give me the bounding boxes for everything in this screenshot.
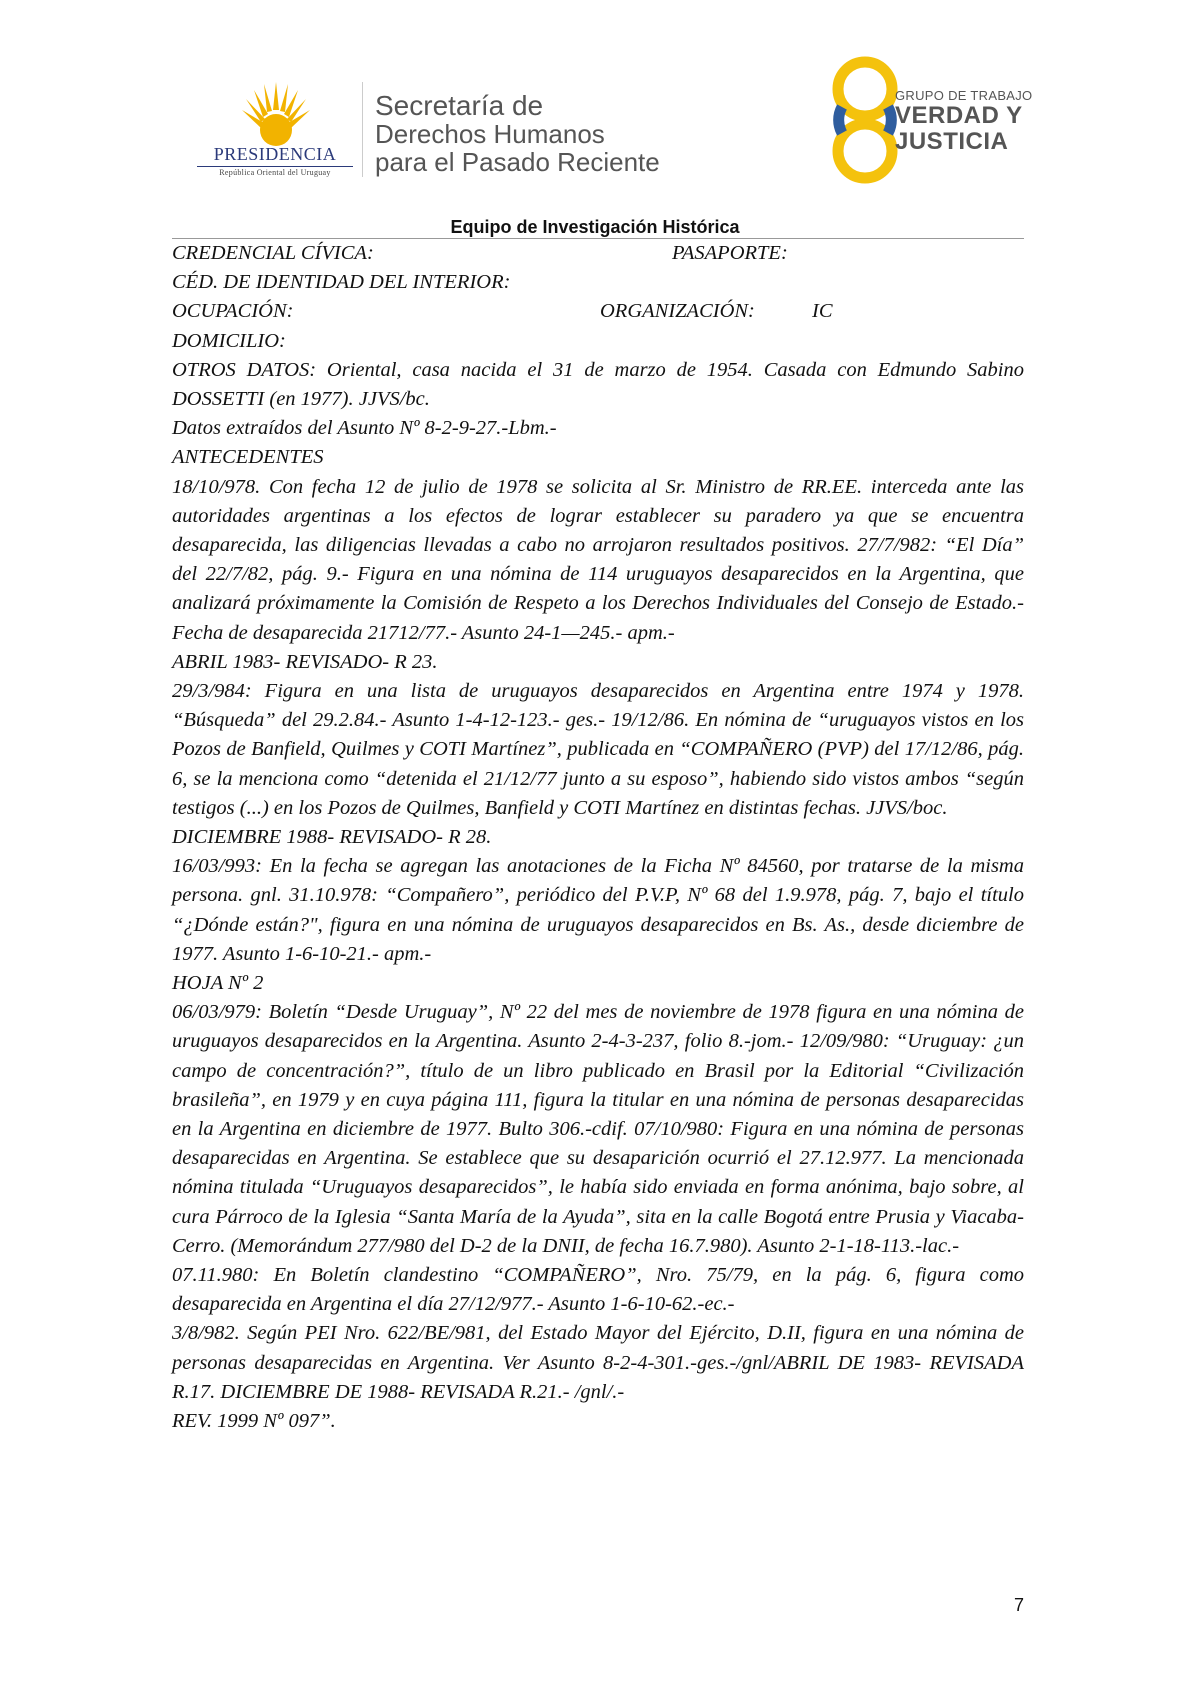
organizacion-label: ORGANIZACIÓN: xyxy=(600,300,755,323)
antecedente-paragraph: 3/8/982. Según PEI Nro. 622/BE/981, del Estado Mayor del Ejército, D.II, figura en una nómina de personas desaparecidas en Argentina. Ver Asunto 8-2-4-301.-ges.-/gnl/ABRIL DE 1983- REVISADA R.17. DICIEMBRE DE 1988- REVISADA R.21.- /gnl/.- xyxy=(172,1322,1024,1403)
field-row xyxy=(172,297,1024,326)
divider xyxy=(197,166,353,167)
section-title: Equipo de Investigación Histórica xyxy=(450,217,740,237)
page-number: 7 xyxy=(1014,1595,1025,1615)
presidencia-subtitle: República Oriental del Uruguay xyxy=(219,168,331,177)
credencial-label: CREDENCIAL CÍVICA: xyxy=(172,242,374,264)
secretaria-line2: Derechos Humanos xyxy=(375,119,605,149)
secretaria-line3: para el Pasado Reciente xyxy=(375,147,660,177)
secretaria-line1: Secretaría de xyxy=(375,90,544,121)
antecedente-paragraph: 07.11.980: En Boletín clandestino “COMPAÑERO”, Nro. 75/79, en la pág. 6, figura como desaparecida en Argentina el día 27/12/977.- Asunto 1-6-10-62.-ec.- xyxy=(172,1264,1024,1316)
antecedentes-heading: ANTECEDENTES xyxy=(172,446,324,469)
field-row xyxy=(172,268,1024,297)
antecedente-paragraph: 06/03/979: Boletín “Desde Uruguay”, Nº 22 del mes de noviembre de 1978 figura en una nómina de uruguayos desaparecidos en la Argentina. Asunto 2-4-3-237, folio 8.-jom.- 12/09/980: “Uruguay: ¿un campo de concentración?”, título de un libro publicado en Brasil por la Editorial “Civilización brasileña”, en 1979 y en cuya página 111, figura la titular en una nómina de personas desaparecidas en la Argentina en diciembre de 1977. Bulto 306.-cdif. 07/10/980: Figura en una nómina de personas desaparecidas en Argentina. Se establece que su desaparición ocurrió el 27.12.977. La mencionada nómina titulada “Uruguayos desaparecidos”, le había sido enviada en forma anónima, bajo sobre, al cura Párroco de la Iglesia “Santa María de la Ayuda”, sita en la calle Bogotá entre Prusia y Viacaba- Cerro. (Memorándum 277/980 del D-2 de la DNII, de fecha 16.7.980). Asunto 2-1-18-113.-lac.- xyxy=(172,1001,1024,1257)
ced-interior-label: CÉD. DE IDENTIDAD DEL INTERIOR: xyxy=(172,271,511,294)
revision-line: DICIEMBRE 1988- REVISADO- R 28. xyxy=(172,826,492,848)
ocupacion-label: OCUPACIÓN: xyxy=(172,300,294,323)
revision-line: ABRIL 1983- REVISADO- R 23. xyxy=(172,650,438,673)
antecedente-paragraph: 16/03/993: En la fecha se agregan las anotaciones de la Ficha Nº 84560, por tratarse de la misma persona. gnl. 31.10.978: “Compañero”, periódico del P.V.P, Nº 68 del 1.9.978, pág. 7, bajo el título “¿Dónde están?", figura en una nómina de uruguayos desaparecidos en Bs. As., desde diciembre de 1977. Asunto 1-6-10-21.- apm.- xyxy=(172,855,1024,965)
page-header xyxy=(0,0,1190,210)
presidencia-logo xyxy=(195,80,355,180)
otros-datos-paragraph: OTROS DATOS: Oriental, casa nacida el 31 de marzo de 1954. Casada con Edmundo Sabino DOSSETTI (en 1977). JJVS/bc. xyxy=(172,358,1024,410)
grupo-trabajo-title xyxy=(895,88,1032,155)
field-row xyxy=(172,239,1024,268)
presidencia-name: PRESIDENCIA xyxy=(213,144,337,164)
datos-extraidos-line: Datos extraídos del Asunto Nº 8-2-9-27.-Lbm.- xyxy=(172,417,557,440)
hoja-heading: HOJA Nº 2 xyxy=(172,972,264,995)
antecedente-paragraph: 18/10/978. Con fecha 12 de julio de 1978 se solicita al Sr. Ministro de RR.EE. interceda ante las autoridades argentinas a los efectos de lograr establecer su paradero ya que se encuentra desaparecida, las diligencias llevadas a cabo no arrojaron resultados positivos. 27/7/982: “El Día” del 22/7/82, pág. 9.- Figura en una nómina de 114 uruguayos desaparecidos en la Argentina, que analizará próximamente la Comisión de Respeto a los Derechos Individuales del Consejo de Estado.- Fecha de desaparecida 21712/77.- Asunto 24-1—245.- apm.- xyxy=(172,475,1024,644)
pasaporte-label: PASAPORTE: xyxy=(672,242,788,264)
secretaria-logo xyxy=(375,92,660,176)
field-row xyxy=(172,327,1024,356)
grupo-line1: GRUPO DE TRABAJO xyxy=(895,88,1033,103)
grupo-line3: JUSTICIA xyxy=(895,128,1009,155)
grupo-line2: VERDAD Y xyxy=(895,102,1023,129)
domicilio-label: DOMICILIO: xyxy=(172,329,286,352)
antecedente-paragraph: 29/3/984: Figura en una lista de uruguayos desaparecidos en Argentina entre 1974 y 1978. “Búsqueda” del 29.2.84.- Asunto 1-4-12-123.- ges.- 19/12/86. En nómina de “uruguayos vistos en los Pozos de Banfield, Quilmes y COTI Martínez”, publicada en “COMPAÑERO (PVP) del 17/12/86, pág. 6, se la menciona como “detenida el 21/12/77 junto a su esposo”, habiendo sido vistos ambos “según testigos (...) en los Pozos de Quilmes, Banfield y COTI Martínez en distintas fechas. JJVS/boc. xyxy=(172,679,1024,819)
divider xyxy=(362,82,363,177)
rev-line: REV. 1999 Nº 097”. xyxy=(172,1410,336,1433)
organizacion-value: IC xyxy=(812,300,833,323)
document-body xyxy=(172,239,1024,1436)
sun-icon xyxy=(240,80,312,150)
